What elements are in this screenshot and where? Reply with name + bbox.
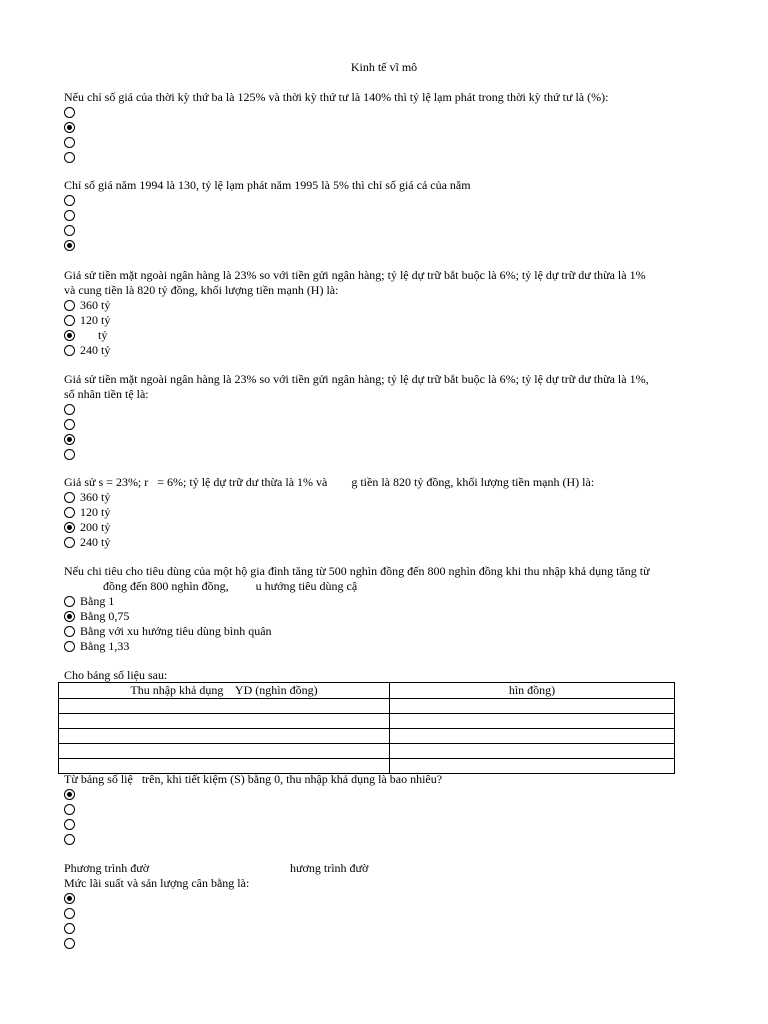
radio-button[interactable] xyxy=(64,107,75,118)
answer-option[interactable] xyxy=(64,120,704,135)
question-text: Cho bảng số liệu sau: xyxy=(64,668,168,682)
table-cell xyxy=(59,714,390,729)
answer-option[interactable] xyxy=(64,490,704,505)
answer-option[interactable] xyxy=(64,208,704,223)
radio-button[interactable] xyxy=(64,908,75,919)
question-text: Phương trình đườ hương trình đườ Mức lãi suất và sản lượng cân bằng là: xyxy=(64,861,369,890)
answer-options xyxy=(64,193,704,253)
table-cell xyxy=(390,714,675,729)
answer-option[interactable] xyxy=(64,817,704,832)
answer-option[interactable] xyxy=(64,891,704,906)
answer-option[interactable] xyxy=(64,639,704,654)
table-row xyxy=(59,729,675,744)
radio-button[interactable] xyxy=(64,804,75,815)
radio-button[interactable] xyxy=(64,152,75,163)
option-label: 240 tỷ xyxy=(80,535,111,549)
radio-button[interactable] xyxy=(64,210,75,221)
answer-option[interactable] xyxy=(64,223,704,238)
question-9 xyxy=(64,861,704,951)
radio-button[interactable] xyxy=(64,923,75,934)
question-4 xyxy=(64,372,704,462)
radio-button[interactable] xyxy=(64,507,75,518)
question-text: Giả sử tiền mặt ngoài ngân hàng là 23% so với tiền gửi ngân hàng; tỷ lệ dự trữ bắt buộc là 6%; tỷ lệ dự trữ dư thừa là 1%, số nhân tiền tệ là: xyxy=(64,372,649,401)
option-label: 360 tỷ xyxy=(80,490,111,504)
option-label: 200 tỷ xyxy=(80,520,111,534)
question-text: Giả sử tiền mặt ngoài ngân hàng là 23% so với tiền gửi ngân hàng; tỷ lệ dự trữ bắt buộc là 6%; tỷ lệ dự trữ dư thừa là 1% và cung tiền là 820 tỷ đồng, khối lượng tiền mạnh (H) là: xyxy=(64,268,646,297)
answer-option[interactable] xyxy=(64,298,704,313)
radio-button[interactable] xyxy=(64,315,75,326)
option-label: 240 tỷ xyxy=(80,343,111,357)
answer-options xyxy=(64,490,704,550)
radio-button[interactable] xyxy=(64,195,75,206)
table-header-cell: Thu nhập khả dụng YD (nghìn đồng) xyxy=(59,683,390,699)
table-cell xyxy=(59,744,390,759)
radio-button[interactable] xyxy=(64,122,75,133)
option-label: Bằng với xu hướng tiêu dùng bình quân xyxy=(80,624,272,638)
answer-option[interactable] xyxy=(64,787,704,802)
question-text: Nếu chỉ số giá của thời kỳ thứ ba là 125% và thời kỳ thứ tư là 140% thì tỷ lệ lạm phát trong thời kỳ thứ tư là (%): xyxy=(64,90,609,104)
answer-option[interactable] xyxy=(64,313,704,328)
data-table xyxy=(58,682,675,774)
answer-option[interactable] xyxy=(64,193,704,208)
radio-button[interactable] xyxy=(64,611,75,622)
answer-option[interactable] xyxy=(64,520,704,535)
question-8 xyxy=(64,772,704,847)
question-text: Giả sử s = 23%; r = 6%; tỷ lệ dự trữ dư thừa là 1% và g tiền là 820 tỷ đồng, khối lượng tiền mạnh (H) là: xyxy=(64,475,595,489)
question-text: Nếu chi tiêu cho tiêu dùng của một hộ gia đình tăng từ 500 nghìn đồng đến 800 nghìn đồng khi thu nhập khả dụng tăng từ đồng đến 800 nghìn đồng, u hướng tiêu dùng cậ xyxy=(64,564,650,593)
question-text: Từ bảng số liệ trên, khi tiết kiệm (S) bằng 0, thu nhập khả dụng là bao nhiêu? xyxy=(64,772,443,786)
answer-option[interactable] xyxy=(64,328,704,343)
radio-button[interactable] xyxy=(64,893,75,904)
answer-option[interactable] xyxy=(64,594,704,609)
radio-button[interactable] xyxy=(64,419,75,430)
table-row xyxy=(59,714,675,729)
question-5 xyxy=(64,475,704,550)
answer-options xyxy=(64,402,704,462)
radio-button[interactable] xyxy=(64,330,75,341)
table-header-row xyxy=(59,683,675,699)
page-title: Kinh tế vĩ mô xyxy=(350,60,418,74)
radio-button[interactable] xyxy=(64,834,75,845)
answer-option[interactable] xyxy=(64,432,704,447)
radio-button[interactable] xyxy=(64,537,75,548)
answer-option[interactable] xyxy=(64,238,704,253)
answer-options xyxy=(64,594,704,654)
option-label: 120 tỷ xyxy=(80,313,111,327)
option-label: 120 tỷ xyxy=(80,505,111,519)
radio-button[interactable] xyxy=(64,819,75,830)
answer-option[interactable] xyxy=(64,624,704,639)
answer-option[interactable] xyxy=(64,135,704,150)
radio-button[interactable] xyxy=(64,522,75,533)
question-text: Chỉ số giá năm 1994 là 130, tỷ lệ lạm phát năm 1995 là 5% thì chỉ số giá cả của năm xyxy=(64,178,471,192)
radio-button[interactable] xyxy=(64,434,75,445)
answer-options xyxy=(64,298,704,358)
answer-option[interactable] xyxy=(64,921,704,936)
answer-option[interactable] xyxy=(64,505,704,520)
answer-options xyxy=(64,891,704,951)
radio-button[interactable] xyxy=(64,938,75,949)
question-2 xyxy=(64,178,704,253)
option-label: Bằng 1,33 xyxy=(80,639,130,653)
table-row xyxy=(59,744,675,759)
radio-button[interactable] xyxy=(64,137,75,148)
question-7 xyxy=(64,668,704,683)
table-cell xyxy=(390,744,675,759)
radio-button[interactable] xyxy=(64,404,75,415)
answer-options xyxy=(64,787,704,847)
answer-option[interactable] xyxy=(64,402,704,417)
answer-option[interactable] xyxy=(64,832,704,847)
question-3 xyxy=(64,268,704,358)
radio-button[interactable] xyxy=(64,300,75,311)
radio-button[interactable] xyxy=(64,345,75,356)
option-label: tỷ xyxy=(80,328,108,342)
answer-option[interactable] xyxy=(64,447,704,462)
radio-button[interactable] xyxy=(64,449,75,460)
answer-option[interactable] xyxy=(64,535,704,550)
option-label: 360 tỷ xyxy=(80,298,111,312)
option-label: Bằng 1 xyxy=(80,594,115,608)
answer-option[interactable] xyxy=(64,105,704,120)
radio-button[interactable] xyxy=(64,626,75,637)
answer-option[interactable] xyxy=(64,802,704,817)
option-label: Bằng 0,75 xyxy=(80,609,130,623)
answer-option[interactable] xyxy=(64,417,704,432)
answer-options xyxy=(64,105,704,165)
radio-button[interactable] xyxy=(64,492,75,503)
table-cell xyxy=(390,699,675,714)
table-cell xyxy=(59,699,390,714)
answer-option[interactable] xyxy=(64,343,704,358)
answer-option[interactable] xyxy=(64,906,704,921)
radio-button[interactable] xyxy=(64,596,75,607)
table-cell xyxy=(59,729,390,744)
answer-option[interactable] xyxy=(64,150,704,165)
table-cell xyxy=(390,729,675,744)
radio-button[interactable] xyxy=(64,641,75,652)
radio-button[interactable] xyxy=(64,789,75,800)
answer-option[interactable] xyxy=(64,936,704,951)
radio-button[interactable] xyxy=(64,225,75,236)
table-row xyxy=(59,699,675,714)
table-header-cell: hìn đồng) xyxy=(390,683,675,699)
question-6 xyxy=(64,564,704,654)
question-1 xyxy=(64,90,704,165)
radio-button[interactable] xyxy=(64,240,75,251)
answer-option[interactable] xyxy=(64,609,704,624)
